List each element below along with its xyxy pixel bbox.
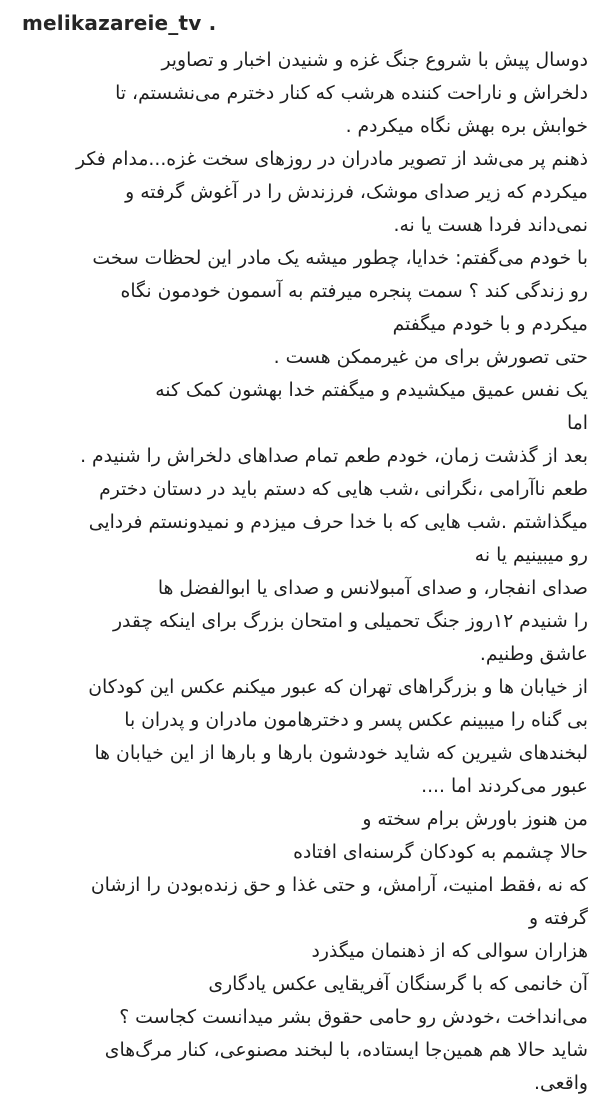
caption-line: لبخندهای شیرین که شاید خودشون بارها و بارها از این خیابان ها (94, 743, 588, 764)
caption-line: رو زندگی کند ؟ سمت پنجره میرفتم به آسمون خودمون نگاه (120, 281, 588, 302)
caption-line: حالا چشمم به کودکان گرسنه‌ای افتاده (293, 842, 588, 863)
username-link[interactable]: melikazareie_tv . (22, 11, 217, 35)
caption-line: آن خانمی که با گرسنگان آفریقایی عکس یادگاری (208, 974, 588, 995)
caption-line: عبور می‌کردند اما .... (421, 776, 588, 797)
caption-line: می‌انداخت ،خودش رو حامی حقوق بشر میدانست کجاست ؟ (119, 1007, 588, 1028)
caption-line: اما (566, 413, 588, 434)
caption-text (22, 44, 588, 1100)
caption-line: رو میبینیم یا نه (474, 545, 588, 566)
caption-line: عاشق وطنیم. (479, 644, 588, 665)
caption-line: حتی تصورش برای من غیرممکن هست . (273, 347, 588, 368)
caption-line: را شنیدم ۱۲روز جنگ تحمیلی و امتحان بزرگ برای اینکه چقدر (112, 611, 588, 632)
caption-line: طعم ناآرامی ،نگرانی ،شب هایی که دستم باید در دستان دخترم (99, 479, 588, 500)
caption-line: بعد از گذشت زمان، خودم طعم تمام صداهای دلخراش را شنیدم . (80, 446, 588, 467)
caption-line: دوسال پیش با شروع جنگ غزه و شنیدن اخبار و تصاویر (161, 50, 588, 71)
caption-line: بی گناه را میبینم عکس پسر و دخترهامون مادران و پدران با (124, 710, 588, 731)
caption-line: یک نفس عمیق میکشیدم و میگفتم خدا بهشون کمک کنه (155, 380, 588, 401)
caption-line: میکردم که زیر صدای موشک، فرزندش را در آغوش گرفته و (125, 182, 588, 203)
caption-line: نمی‌داند فردا هست یا نه. (393, 215, 588, 236)
caption-line: میگذاشتم .شب هایی که با خدا حرف میزدم و نمیدونستم فردایی (88, 512, 588, 533)
caption-line: خوابش بره بهش نگاه میکردم . (345, 116, 588, 137)
caption-line: ذهنم پر می‌شد از تصویر مادران در روزهای سخت غزه...مدام فکر (75, 149, 588, 170)
caption-line: هزاران سوالی که از ذهنمان میگذرد (311, 941, 588, 962)
caption-line: میکردم و با خودم میگفتم (392, 314, 588, 335)
caption-line: با خودم می‌گفتم: خدایا، چطور میشه یک مادر این لحظات سخت (92, 248, 588, 269)
caption-line: واقعی. (534, 1073, 588, 1094)
caption-line: گرفته و (528, 908, 588, 929)
caption-line: شاید حالا هم همین‌جا ایستاده، با لبخند مصنوعی، کنار مرگ‌های (104, 1040, 588, 1061)
caption-line: صدای انفجار، و صدای آمبولانس و صدای یا ابوالفضل ها (157, 578, 588, 599)
caption-line: که نه ،فقط امنیت، آرامش، و حتی غذا و حق زنده‌بودن را ازشان (90, 875, 588, 896)
caption-line: از خیابان ها و بزرگراهای تهران که عبور میکنم عکس این کودکان (88, 677, 588, 698)
caption-line: من هنوز باورش برام سخته و (362, 809, 588, 830)
caption-line: دلخراش و ناراحت کننده هرشب که کنار دخترم می‌نشستم، تا (115, 83, 588, 104)
